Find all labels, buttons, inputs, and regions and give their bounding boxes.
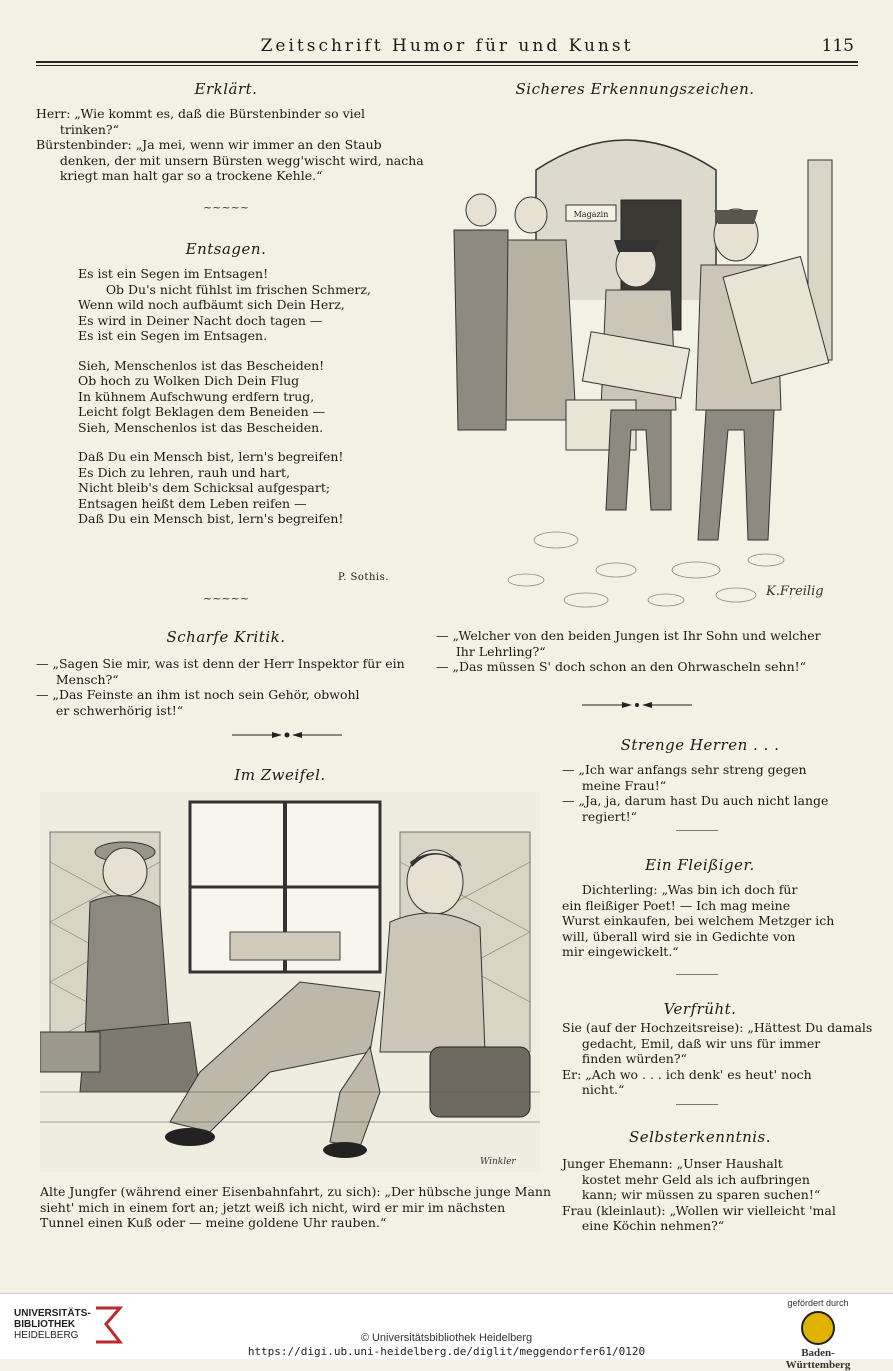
selbst-text [562, 1156, 836, 1234]
funding-notice [783, 1298, 853, 1371]
text-line: Bürstenbinder: „Ja mei, wenn wir immer an den Staub [36, 137, 382, 152]
fleissiger-title: Ein Fleißiger. [645, 856, 755, 874]
permalink[interactable]: https://digi.ub.uni-heidelberg.de/diglit/meggendorfer61/0120 [247, 1345, 646, 1358]
text-line: Mensch?“ [36, 671, 119, 687]
header-rule [36, 61, 858, 63]
stanza [78, 358, 371, 436]
poem-line: Sieh, Menschenlos ist das Bescheiden! [78, 357, 325, 373]
text-line: regiert!“ [562, 808, 638, 824]
verfrueht-text [562, 1020, 872, 1098]
poem-line: Es Dich zu lehren, rauh und hart, [78, 464, 291, 480]
text-line: Herr: „Wie kommt es, daß die Bürstenbinder so viel [36, 106, 366, 121]
text-line: Frau (kleinlaut): „Wollen wir vielleicht 'mal [562, 1202, 836, 1218]
strenge-text [562, 762, 828, 824]
poem-line: Ob hoch zu Wolken Dich Dein Flug [78, 373, 300, 388]
scharfe-text [36, 656, 405, 718]
journal-title: Zeitschrift Humor für und Kunst [260, 36, 634, 56]
entsagen-title: Entsagen. [185, 240, 267, 258]
entsagen-poem [78, 266, 371, 527]
ornament-tilde: ~~~~~ [202, 201, 250, 214]
stanza [78, 449, 371, 527]
illustration-signature: Winkler [480, 1157, 516, 1167]
text-line: finden würden?“ [562, 1051, 687, 1066]
ornament-divider [232, 728, 342, 742]
poem-line: Nicht bleib's dem Schicksal aufgespart; [78, 480, 331, 495]
poem-signature: P. Sothis. [338, 572, 389, 583]
text-line: eine Köchin nehmen?“ [562, 1218, 725, 1233]
text-line: kriegt man halt gar so a trockene Kehle.“ [36, 168, 323, 183]
text-line: trinken?“ [36, 121, 120, 137]
caption-line: Ihr Lehrling?“ [436, 643, 546, 659]
text-line: er schwerhörig ist!“ [36, 702, 184, 718]
zweifel-title: Im Zweifel. [234, 766, 326, 784]
strenge-title: Strenge Herren . . . [620, 736, 780, 754]
selbst-title: Selbsterkenntnis. [628, 1128, 772, 1146]
text-line: meine Frau!“ [562, 777, 667, 793]
caption-line: Tunnel einen Kuß oder — meine goldene Uhr rauben.“ [40, 1215, 387, 1230]
state-seal-icon [801, 1311, 835, 1345]
text-line: nicht.“ [562, 1082, 625, 1097]
poem-line: Ob Du's nicht fühlst im frischen Schmerz, [78, 281, 371, 297]
caption-line: — „Das müssen S' doch schon an den Ohrwascheln sehn!“ [436, 659, 807, 674]
poem-line: In kühnem Aufschwung erdfern trug, [78, 388, 315, 404]
text-line: — „Sagen Sie mir, was ist denn der Herr Inspektor für ein [36, 656, 405, 671]
poem-line: Es wird in Deiner Nacht doch tagen — [78, 312, 323, 328]
ornament-divider [582, 698, 692, 712]
text-line: — „Das Feinste an ihm ist noch sein Gehör, obwohl [36, 687, 360, 702]
poem-line: Sieh, Menschenlos ist das Bescheiden. [78, 419, 324, 435]
section-rule [676, 974, 718, 975]
text-line: Wurst einkaufen, bei welchem Metzger ich [562, 913, 835, 928]
poem-line: Daß Du ein Mensch bist, lern's begreifen! [78, 449, 344, 464]
text-line: Dichterling: „Was bin ich doch für [562, 882, 798, 897]
library-name-line: BIBLIOTHEK [14, 1319, 76, 1330]
funder-name: Baden-Württemberg [785, 1347, 851, 1371]
funded-by-label: gefördert durch [787, 1298, 849, 1308]
scharfe-title: Scharfe Kritik. [166, 628, 286, 646]
text-line: gedacht, Emil, daß wir uns für immer [562, 1035, 821, 1051]
text-line: Junger Ehemann: „Unser Haushalt [562, 1156, 783, 1171]
erklaert-title: Erklärt. [194, 80, 258, 98]
poem-line: Daß Du ein Mensch bist, lern's begreifen! [78, 511, 344, 526]
caption-line: Alte Jungfer (während einer Eisenbahnfahrt, zu sich): „Der hübsche junge Mann [40, 1184, 552, 1199]
sicheres-title: Sicheres Erkennungszeichen. [515, 80, 755, 98]
text-line: will, überall wird sie in Gedichte von [562, 928, 796, 944]
caption-line: sieht' mich in einem fort an; jetzt weiß ich nicht, wird er mir im nächsten [40, 1199, 506, 1215]
text-line: denken, der mit unsern Bürsten wegg'wischt wird, nacha [36, 152, 424, 168]
text-line: mir eingewickelt.“ [562, 944, 679, 959]
page-number: 115 [821, 36, 854, 56]
poem-line: Leicht folgt Beklagen dem Beneiden — [78, 404, 326, 419]
caption-line: — „Welcher von den beiden Jungen ist Ihr Sohn und welcher [436, 628, 821, 643]
header-rule-thin [36, 65, 858, 66]
text-line: kann; wir müssen zu sparen suchen!“ [562, 1187, 821, 1202]
ornament-tilde: ~~~~~ [202, 592, 250, 605]
poem-line: Es ist ein Segen im Entsagen. [78, 328, 268, 343]
train-compartment-illustration [40, 792, 540, 1172]
text-line: Sie (auf der Hochzeitsreise): „Hättest Du damals [562, 1020, 873, 1035]
copyright-notice: © Universitätsbibliothek Heidelberg [360, 1332, 533, 1344]
section-rule [676, 830, 718, 831]
text-line: — „Ich war anfangs sehr streng gegen [562, 762, 807, 777]
section-rule [676, 1104, 718, 1105]
text-line: kostet mehr Geld als ich aufbringen [562, 1171, 810, 1187]
zweifel-caption [40, 1184, 551, 1231]
magazin-sign: Magazin [573, 210, 609, 219]
page-header [36, 34, 858, 60]
text-line: Er: „Ach wo . . . ich denk' es heut' noch [562, 1066, 812, 1082]
boys-carrying-boxes-illustration [436, 100, 836, 620]
sicheres-caption [436, 628, 821, 675]
fleissiger-text [562, 882, 834, 960]
artist-signature: K.Freilig [766, 584, 824, 599]
stanza [78, 266, 371, 344]
verfrueht-title: Verfrüht. [663, 1000, 737, 1018]
text-line: — „Ja, ja, darum hast Du auch nicht lange [562, 793, 829, 808]
poem-line: Es ist ein Segen im Entsagen! [78, 266, 269, 281]
library-name-line: HEIDELBERG [14, 1330, 79, 1341]
erklaert-text [36, 106, 424, 184]
viewer-footer [0, 1293, 893, 1371]
library-name-line: UNIVERSITÄTS- [14, 1308, 91, 1319]
poem-line: Entsagen heißt dem Leben reifen — [78, 495, 307, 511]
text-line: ein fleißiger Poet! — Ich mag meine [562, 897, 791, 913]
poem-line: Wenn wild noch aufbäumt sich Dein Herz, [78, 297, 345, 312]
